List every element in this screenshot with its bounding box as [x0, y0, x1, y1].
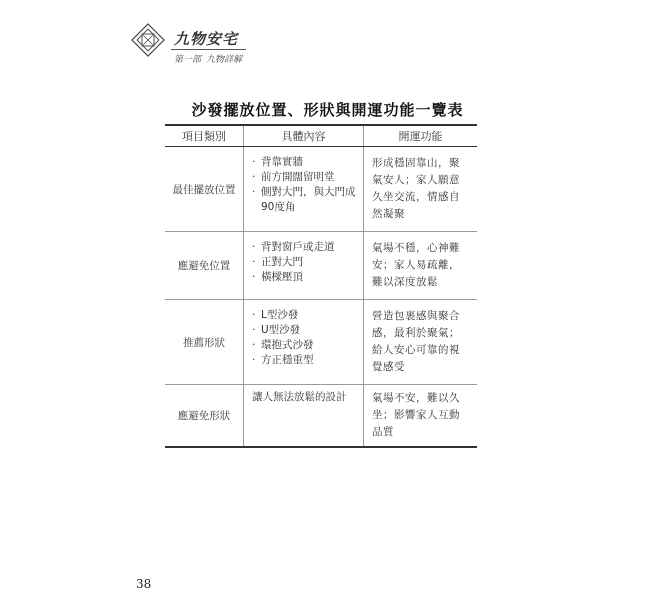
running-header: [131, 18, 246, 66]
content-item: · 背對窗戶或走道: [252, 240, 357, 255]
content-item: · 側對大門，與大門成90度角: [252, 185, 357, 215]
content-item: · 方正穩重型: [252, 353, 357, 368]
header-rule: [171, 49, 246, 50]
diamond-logo-icon: [131, 23, 165, 57]
table-row: [165, 147, 477, 232]
content-item: · L型沙發: [252, 308, 357, 323]
row-content: 讓人無法放鬆的設計: [244, 385, 364, 448]
row-content: [244, 232, 364, 300]
page-number: 38: [136, 577, 152, 591]
column-header-content: 具體內容: [244, 125, 364, 147]
row-category: 推薦形狀: [165, 300, 244, 385]
column-header-category: 項目類別: [165, 125, 244, 147]
header-section-name: 九物詳解: [206, 55, 243, 65]
row-category: 應避免形狀: [165, 385, 244, 448]
row-content: [244, 147, 364, 232]
sofa-feng-shui-table: [165, 124, 477, 448]
content-item: · 背靠實牆: [252, 155, 357, 170]
table-header-row: [165, 125, 477, 147]
column-header-function: 開運功能: [364, 125, 478, 147]
row-category: 最佳擺放位置: [165, 147, 244, 232]
content-item: · 正對大門: [252, 255, 357, 270]
content-item: · 橫樑壓頂: [252, 270, 357, 285]
table-row: [165, 385, 477, 448]
content-item: · 前方開闊留明堂: [252, 170, 357, 185]
row-category: 應避免位置: [165, 232, 244, 300]
content-item: · U型沙發: [252, 323, 357, 338]
row-function: 營造包裹感與聚合感，最利於聚氣；給人安心可靠的視覺感受: [364, 300, 478, 385]
table-row: [165, 300, 477, 385]
row-function: 氣場不安，難以久坐；影響家人互動品質: [364, 385, 478, 448]
header-subtitle: [174, 52, 242, 65]
row-function: 氣場不穩，心神難安；家人易疏離，難以深度放鬆: [364, 232, 478, 300]
row-content: [244, 300, 364, 385]
header-part: 第一部: [174, 55, 202, 65]
table-title: 沙發擺放位置、形狀與開運功能一覽表: [191, 101, 464, 119]
header-title: 九物安宅: [174, 30, 239, 48]
row-function: 形成穩固靠山，聚氣安人；家人願意久坐交流，情感自然凝聚: [364, 147, 478, 232]
content-item: · 環抱式沙發: [252, 338, 357, 353]
table-row: [165, 232, 477, 300]
